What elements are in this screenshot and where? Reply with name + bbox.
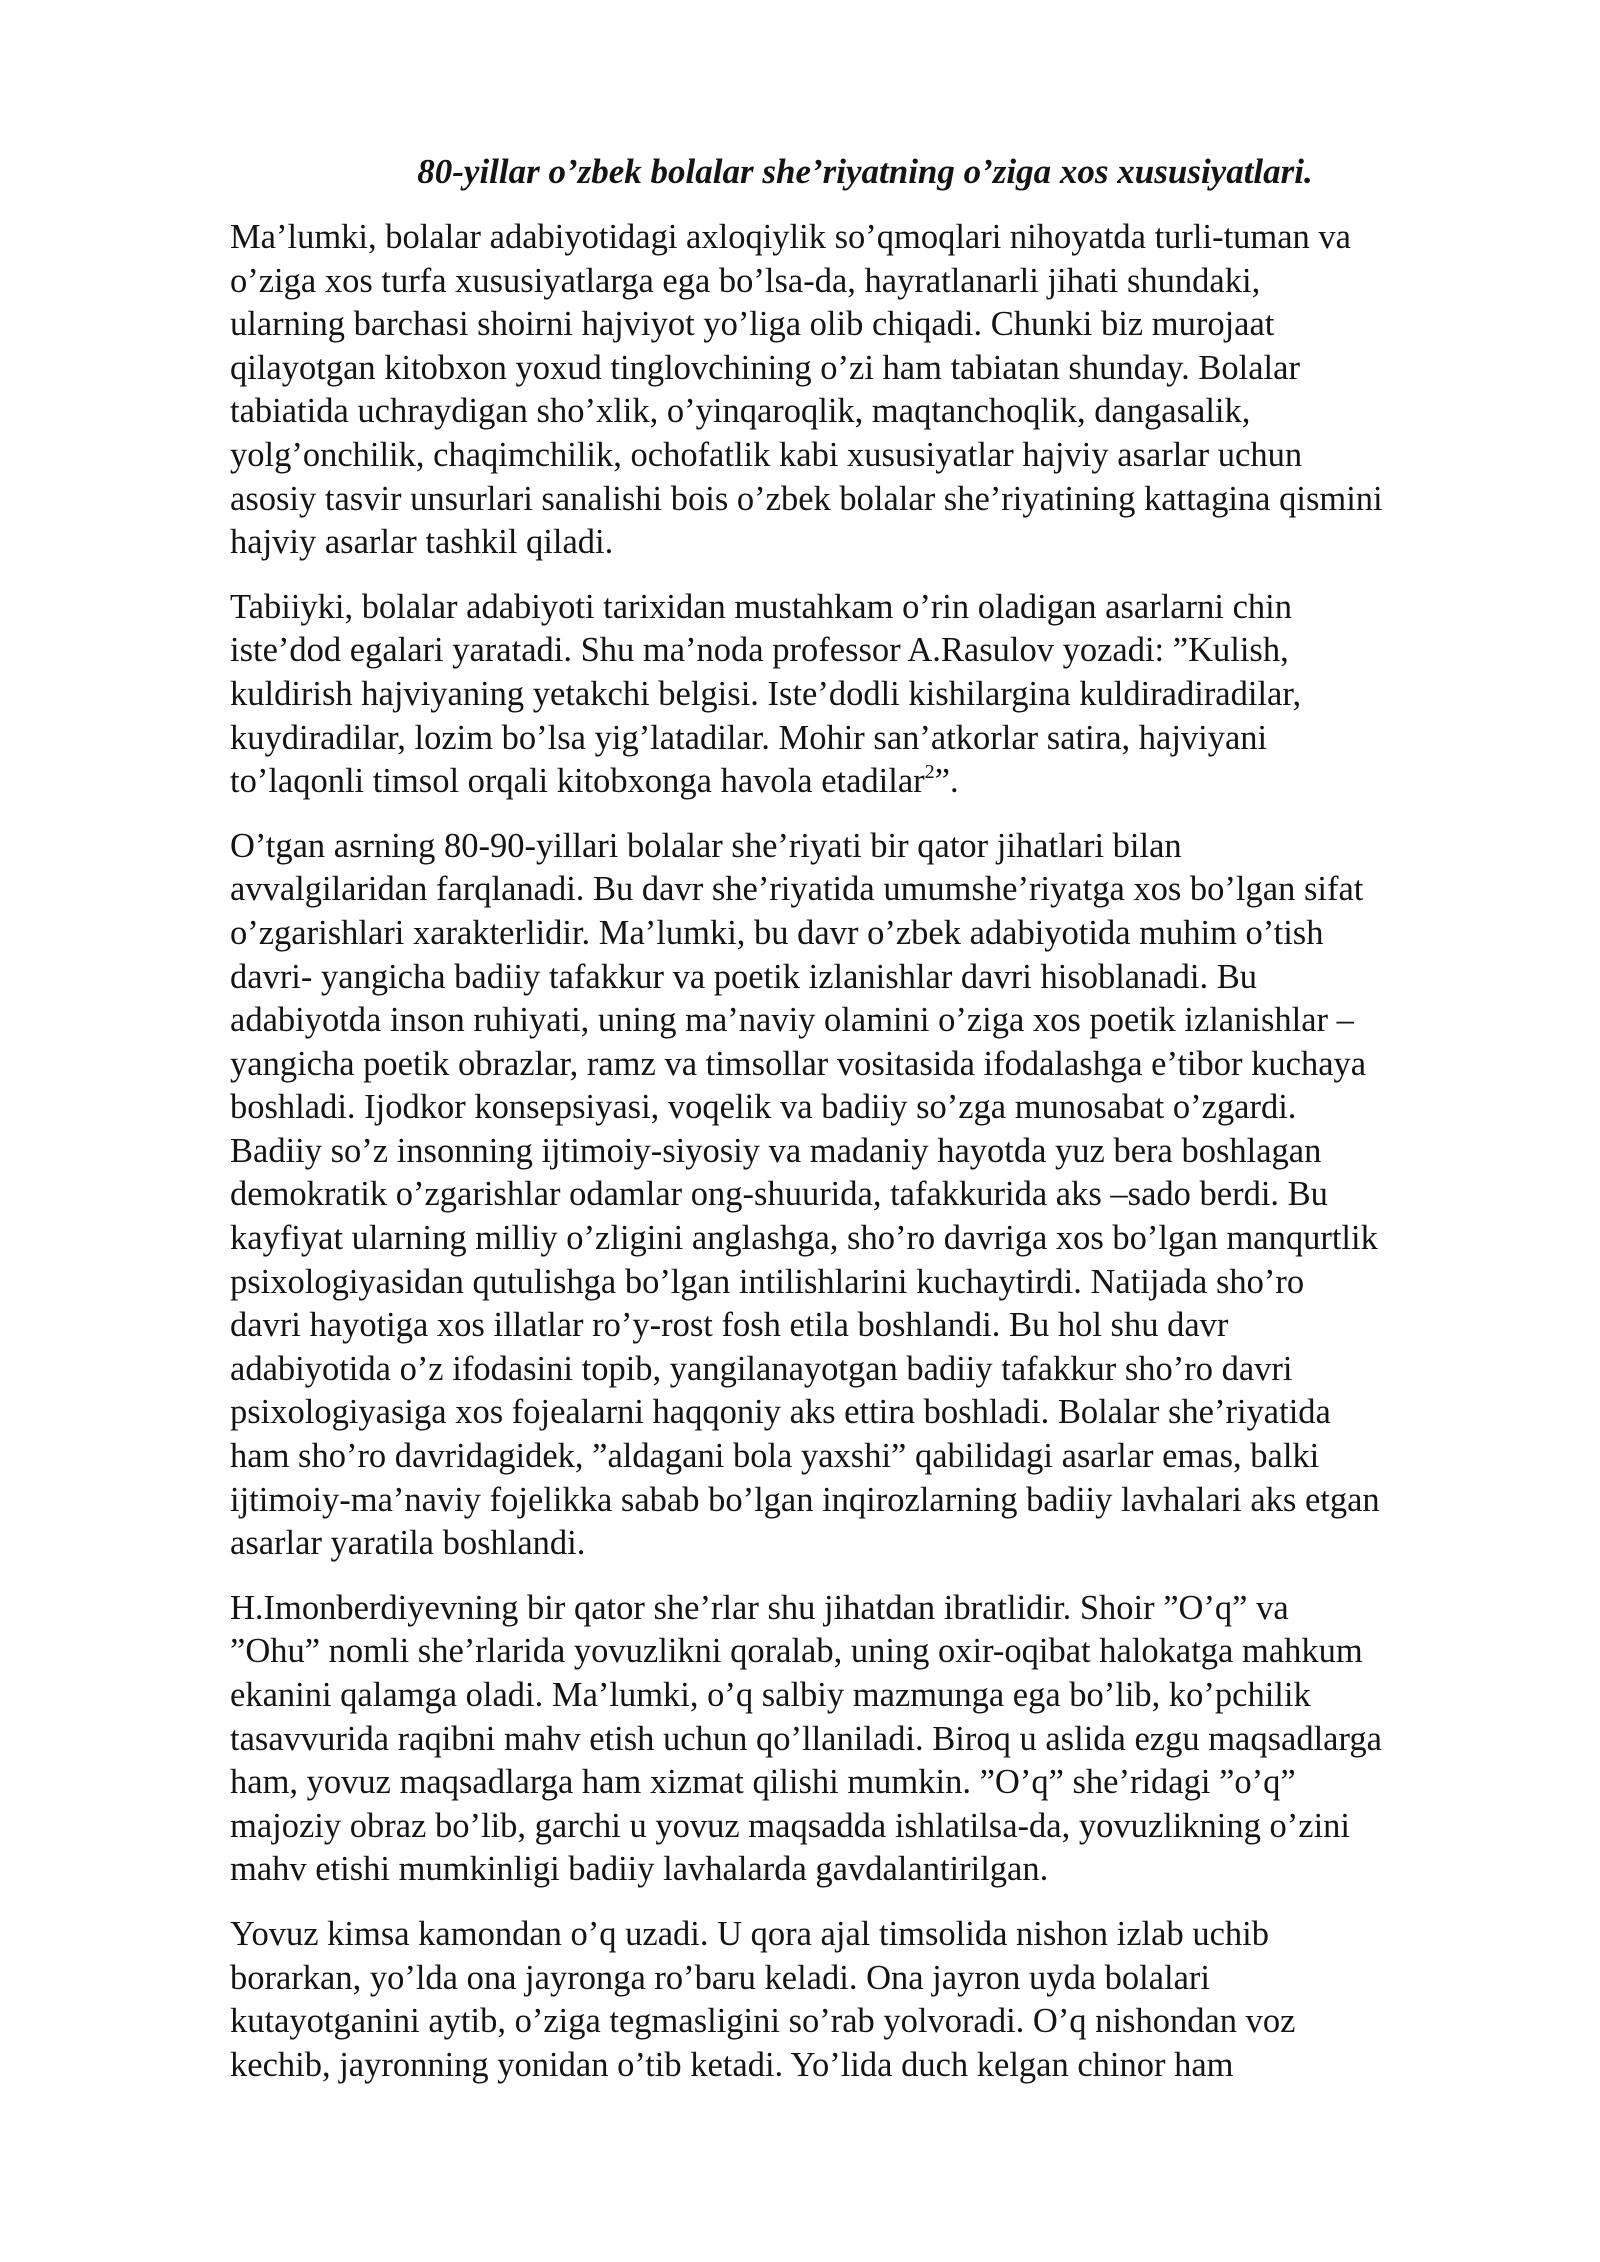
text-line: avvalgilaridan farqlanadi. Bu davr she’riyatida umumshe’riyatga xos bo’lgan sifat: [230, 870, 1364, 909]
text-line: H.Imonberdiyevning bir qator she’rlar shu jihatdan ibratlidir. Shoir ”O’q” va: [230, 1588, 1289, 1627]
text-line: davri hayotiga xos illatlar ro’y-rost fosh etila boshlandi. Bu hol shu davr: [230, 1306, 1229, 1345]
text-line: Tabiiyki, bolalar adabiyoti tarixidan mustahkam o’rin oladigan asarlarni chin: [230, 587, 1292, 626]
text-line: mahv etishi mumkinligi badiiy lavhalarda gavdalantirilgan.: [230, 1850, 1049, 1889]
text-line: ham, yovuz maqsadlarga ham xizmat qilishi mumkin. ”O’q” she’ridagi ”o’q”: [230, 1763, 1296, 1802]
text-line: demokratik o’zgarishlar odamlar ong-shuurida, tafakkurida aks –sado berdi. Bu: [230, 1175, 1328, 1214]
paragraph-1: [230, 216, 1500, 565]
text-line: tabiatida uchraydigan sho’xlik, o’yinqaroqlik, maqtanchoqlik, dangasalik,: [230, 392, 1251, 431]
text-line: davri- yangicha badiiy tafakkur va poetik izlanishlar davri hisoblanadi. Bu: [230, 957, 1258, 996]
text-line: yangicha poetik obrazlar, ramz va timsollar vositasida ifodalashga e’tibor kuchaya: [230, 1044, 1367, 1083]
text-line: kechib, jayronning yonidan o’tib ketadi. Yo’lida duch kelgan chinor ham: [230, 2045, 1234, 2084]
footnote-marker[interactable]: 2: [924, 761, 935, 784]
text-line: adabiyotida o’z ifodasini topib, yangilanayotgan badiiy tafakkur sho’ro davri: [230, 1349, 1293, 1388]
text-line: kuldirish hajviyaning yetakchi belgisi. Iste’dodli kishilargina kuldiradiradilar,: [230, 674, 1302, 713]
text-line: tasavvurida raqibni mahv etish uchun qo’llaniladi. Biroq u aslida ezgu maqsadlarga: [230, 1719, 1382, 1758]
text-line: kutayotganini aytib, o’ziga tegmasligini so’rab yolvoradi. O’q nishondan voz: [230, 2002, 1296, 2041]
text-line: Yovuz kimsa kamondan o’q uzadi. U qora ajal timsolida nishon izlab uchib: [230, 1914, 1269, 1953]
text-line: majoziy obraz bo’lib, garchi u yovuz maqsadda ishlatilsa-da, yovuzlikning o’zini: [230, 1806, 1350, 1845]
text-line: borarkan, yo’lda ona jayronga ro’baru keladi. Ona jayron uyda bolalari: [230, 1958, 1210, 1997]
paragraph-4: [230, 1587, 1500, 1892]
text-line: kayfiyat ularning milliy o’zligini anglashga, sho’ro davriga xos bo’lgan manqurtlik: [230, 1219, 1378, 1258]
text-line: psixologiyasidan qutulishga bo’lgan intilishlarini kuchaytirdi. Natijada sho’ro: [230, 1262, 1305, 1301]
paragraph-3: [230, 825, 1500, 1566]
text-line: asosiy tasvir unsurlari sanalishi bois o’zbek bolalar she’riyatining kattagina qismini: [230, 479, 1383, 518]
text-line: o’ziga xos turfa xususiyatlarga ega bo’lsa-da, hayratlanarli jihati shundaki,: [230, 261, 1261, 300]
text-line: asarlar yaratila boshlandi.: [230, 1524, 586, 1563]
text-line: qilayotgan kitobxon yoxud tinglovchining o’zi ham tabiatan shunday. Bolalar: [230, 348, 1300, 387]
text-line-with-footnote: [230, 760, 1500, 804]
text-line: ham sho’ro davridagidek, ”aldagani bola yaxshi” qabilidagi asarlar emas, balki: [230, 1437, 1320, 1476]
text-fragment: to’laqonli timsol orqali kitobxonga havola etadilar: [230, 762, 925, 801]
document-title: 80-yillar o’zbek bolalar she’riyatning o’ziga xos xususiyatlari.: [417, 152, 1313, 191]
text-line: ijtimoiy-ma’naviy fojelikka sabab bo’lgan inqirozlarning badiiy lavhalari aks etgan: [230, 1480, 1380, 1519]
text-line: hajviy asarlar tashkil qiladi.: [230, 523, 614, 562]
closing-quote: ”.: [934, 762, 959, 801]
text-line: iste’dod egalari yaratadi. Shu ma’noda professor A.Rasulov yozadi: ”Kulish,: [230, 631, 1289, 670]
text-line: adabiyotda inson ruhiyati, uning ma’naviy olamini o’ziga xos poetik izlanishlar –: [230, 1001, 1354, 1040]
text-line: Badiiy so’z insonning ijtimoiy-siyosiy va madaniy hayotda yuz bera boshlagan: [230, 1131, 1322, 1170]
text-line: psixologiyasiga xos fojealarni haqqoniy aks ettira boshladi. Bolalar she’riyatida: [230, 1393, 1331, 1432]
text-line: kuydiradilar, lozim bo’lsa yig’latadilar. Mohir san’atkorlar satira, hajviyani: [230, 718, 1268, 757]
text-line: Ma’lumki, bolalar adabiyotidagi axloqiylik so’qmoqlari nihoyatda turli-tuman va: [230, 218, 1351, 256]
text-line: o’zgarishlari xarakterlidir. Ma’lumki, bu davr o’zbek adabiyotida muhim o’tish: [230, 913, 1324, 952]
paragraph-2: [230, 586, 1500, 804]
text-line: boshladi. Ijodkor konsepsiyasi, voqelik va badiiy so’zga munosabat o’zgardi.: [230, 1088, 1297, 1127]
text-line: ularning barchasi shoirni hajviyot yo’liga olib chiqadi. Chunki biz murojaat: [230, 305, 1275, 344]
paragraph-5: [230, 1913, 1500, 2087]
text-line: ”Ohu” nomli she’rlarida yovuzlikni qoralab, uning oxir-oqibat halokatga mahkum: [230, 1632, 1363, 1671]
document-body: [230, 150, 1500, 2108]
text-line: yolg’onchilik, chaqimchilik, ochofatlik kabi xususiyatlar hajviy asarlar uchun: [230, 435, 1303, 474]
text-line: ekanini qalamga oladi. Ma’lumki, o’q salbiy mazmunga ega bo’lib, ko’pchilik: [230, 1676, 1311, 1714]
text-line: O’tgan asrning 80-90-yillari bolalar she’riyati bir qator jihatlari bilan: [230, 826, 1182, 865]
